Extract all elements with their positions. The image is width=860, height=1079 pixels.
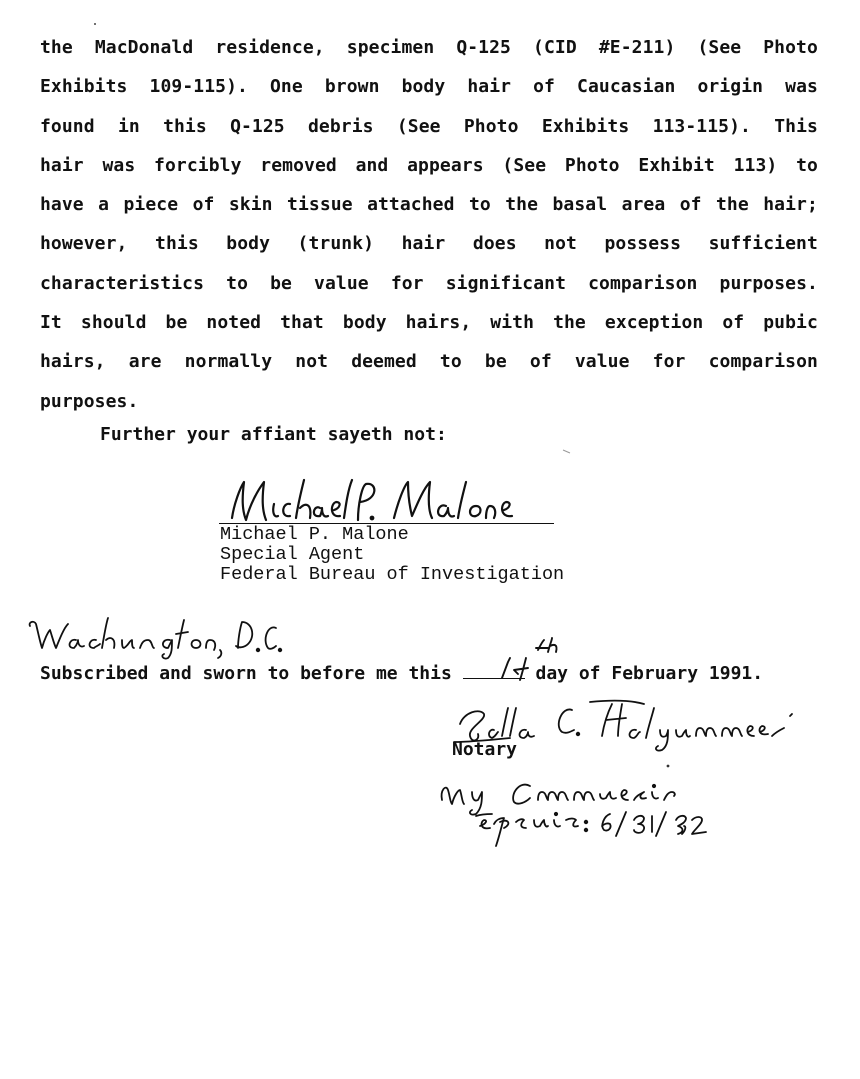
paragraph-word: comparison [708,351,818,373]
paragraph-word: Photo [763,37,818,58]
paragraph-word: the [716,194,749,216]
paragraph-word: #E-211) [598,37,676,58]
paragraph-word: significant [445,272,567,294]
paragraph-word: Q-125 [456,37,511,58]
paragraph-word: found [40,115,95,137]
paragraph-word: be [165,312,188,334]
paragraph-word: was [102,154,136,176]
paragraph-word: with [490,312,535,334]
paragraph-word: the [40,37,73,58]
paragraph-word: skin [228,194,273,216]
paragraph-word: 109-115). [149,76,248,98]
paragraph-word: and [355,154,389,176]
paragraph-line [40,28,818,67]
paragraph-word: (trunk) [297,233,375,255]
paragraph-word: origin [697,76,764,98]
paragraph-word: hair [467,76,512,98]
paragraph-line [40,107,818,146]
paragraph-word: was [785,76,818,98]
paragraph-word: comparison [588,272,698,294]
paragraph-word: the [505,194,539,216]
paragraph-word: 113-115). [652,115,751,137]
paragraph-last-line: purposes. [40,390,139,412]
paragraph-word: that [280,312,324,334]
paragraph-word: (See [697,37,742,58]
paragraph-word: characteristics [40,272,205,294]
paragraph-line [40,67,818,106]
paragraph-word: It [40,312,62,334]
paragraph-word: noted [206,312,262,334]
paragraph-word: of [529,351,552,373]
paragraph-word: specimen [346,37,435,58]
commission-handwritten [430,768,770,858]
paragraph-word: normally [184,351,273,373]
paragraph-word: piece [123,194,179,216]
paragraph-word: hairs, [405,312,472,334]
paragraph-word: area [621,194,666,216]
paragraph-word: (See [502,154,547,176]
affiant-organization: Federal Bureau of Investigation [220,564,565,585]
paragraph-word: of [722,312,745,334]
paragraph-line [40,224,818,263]
paragraph-word: in [117,115,140,137]
paragraph-word: exception [604,312,704,334]
paragraph-word: Exhibit [638,154,715,176]
paragraph-word: debris [308,115,374,137]
paragraph-word: this [163,115,207,137]
paragraph-word: This [774,115,818,137]
paragraph-word: residence, [215,37,325,58]
paragraph-word: hair [40,154,84,176]
day-handwritten [492,636,572,686]
paragraph-word: hair [401,233,446,255]
paragraph-line [40,146,818,185]
affidavit-paragraph [40,28,818,421]
paragraph-word: value [574,351,630,373]
paragraph-word: not [544,233,577,255]
paragraph-word: of [533,76,555,98]
paragraph-word: One [270,76,303,98]
paragraph-line [40,342,818,381]
paragraph-word: Q-125 [230,115,285,137]
paragraph-line [40,303,818,342]
paragraph-word: MacDonald [94,37,194,58]
paragraph-word: body [342,312,387,334]
paragraph-word: body [401,76,446,98]
paragraph-line [40,185,818,224]
paragraph-word: 113) [733,154,778,176]
paragraph-word: this [155,233,199,255]
paragraph-word: Exhibits [541,115,630,137]
paragraph-word: the [553,312,586,334]
paragraph-word: of [192,194,215,216]
paragraph-word: forcibly [154,154,242,176]
paragraph-line [40,264,818,303]
paragraph-word: pubic [763,312,818,334]
paragraph-word: possess [604,233,682,255]
paragraph-word: to [796,154,818,176]
paragraph-word: Exhibits [40,76,128,98]
paragraph-word: appears [407,154,484,176]
paragraph-word: (See [396,115,441,137]
paragraph-word: to [468,194,491,216]
paragraph-word: hair; [763,194,818,216]
paragraph-word: however, [40,233,128,255]
notary-label: Notary [452,739,518,760]
paragraph-word: Photo [564,154,620,176]
paragraph-word: to [226,272,249,294]
paragraph-word: Caucasian [577,76,676,98]
paragraph-word: Photo [463,115,519,137]
jurat-text-after: day of February 1991. [535,663,764,684]
paragraph-word: deemed [351,351,417,373]
paragraph-word: of [679,194,702,216]
paragraph-word: sufficient [708,233,818,255]
paragraph-word: value [314,272,369,294]
paragraph-word: tissue [287,194,353,216]
paragraph-word: be [270,272,292,294]
paragraph-word: a [98,194,110,216]
affiant-title: Special Agent [220,544,365,565]
paragraph-word: for [390,272,424,294]
paragraph-word: not [295,351,329,373]
jurat-text-before: Subscribed and sworn to before me this [40,663,452,684]
paragraph-word: are [128,351,162,373]
paragraph-word: removed [260,154,337,176]
paragraph-word: be [484,351,507,373]
paragraph-word: have [40,194,84,216]
place-handwritten [24,610,284,660]
paragraph-word: to [439,351,462,373]
paragraph-word: attached [367,194,455,216]
affiant-block [220,525,564,585]
paragraph-word: does [472,233,517,255]
paragraph-word: should [80,312,147,334]
affiant-name: Michael P. Malone [220,524,409,545]
paragraph-word: purposes. [719,272,818,294]
paragraph-word: hairs, [40,351,106,373]
paragraph-word: brown [324,76,380,98]
paragraph-word: (CID [533,37,577,58]
jurat-statement [40,660,763,684]
paragraph-word: body [226,233,271,255]
affiant-signature [218,474,558,530]
closing-statement: Further your affiant sayeth not: [100,424,447,445]
paragraph-word: basal [552,194,608,216]
paragraph-word: for [652,351,686,373]
